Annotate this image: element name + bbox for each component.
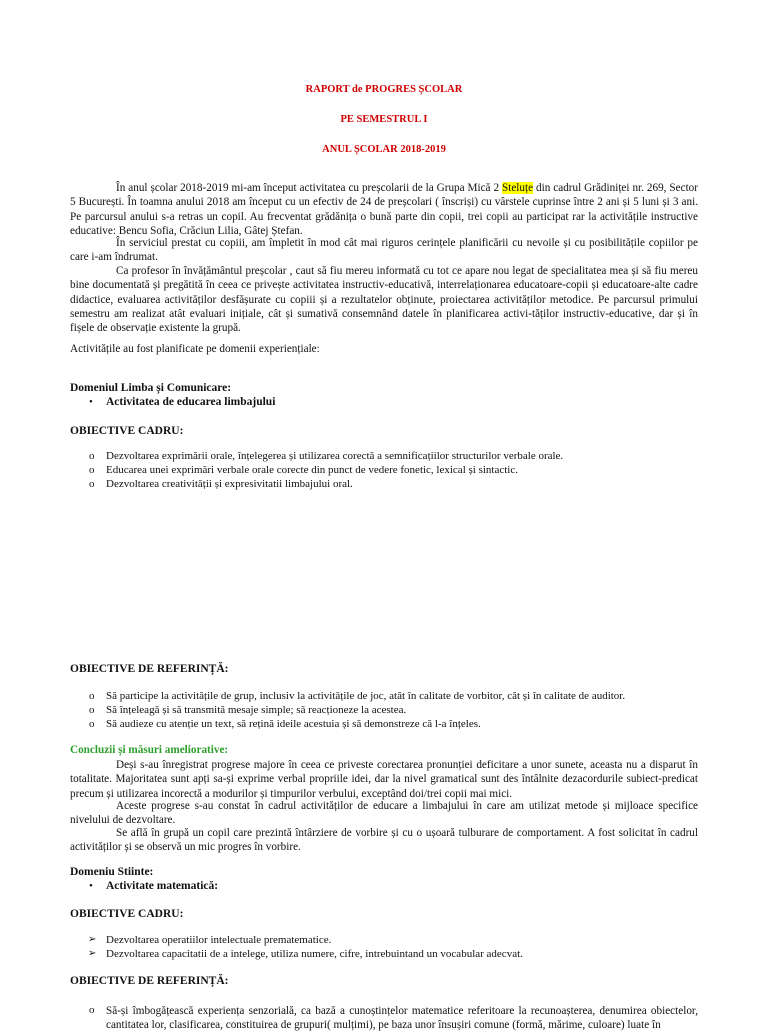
conclusions-paragraph-3: Se află în grupă un copil care prezintă întârziere de vorbire și cu o ușoară tulburare de comportament. A fost solicitat în cadrul activităților și se observă un mic progres în vorbire. [70, 827, 698, 854]
obj-cadru-heading-1: OBIECTIVE CADRU: [70, 425, 184, 437]
intro-paragraph-3: Ca profesor în învățământul preșcolar , caut să fiu mereu informată cu tot ce apare nou legat de specialitatea mea și să fiu mereu bine documentată și pregătită în ceea ce privește activitatea instructiv-educativă, interrelaționarea educatoare-copii și educatoare-alte cadre didactice, evaluarea activităților desfășurate cu copiii și a rezultatelor obținute, proiectarea activităților metodice. Pe parcursul primului semestru am realizat atât evaluari inițiale, cât și sumativă consemnând datele în planificarea activi-tăților instructiv-educative, dar și în fișele de observație existente la grupă. [70, 265, 698, 335]
report-title: RAPORT de PROGRES ȘCOLAR [305, 84, 463, 95]
bullet-dot: • [89, 396, 93, 408]
conclusions-heading: Concluzii și măsuri ameliorative: [70, 744, 229, 756]
highlighted-group-name: Steluțe [502, 182, 534, 194]
list-item: Să-și îmbogățească experiența senzorială, ca bază a cunoștințelor matematice referitoare la recunoașterea, denumirea obiectelor, cantitatea lor, clasificarea, constituirea de grupuri( mulțimi), pe baza unor însușiri comune (formă, mărime, culoare) luate în [106, 1005, 698, 1032]
intro-paragraph-1: În anul școlar 2018-2019 mi-am început activitatea cu preșcolarii de la Grupa Mică 2 Steluțe din cadrul Grădiniței nr. 269, Sector 5 București. În toamna anului 2018 am început cu un efectiv de 24 de preșcolari ( înscriși) cu vârstele cuprinse între 2 ani și 5 luni și 3 ani. Pe parcursul anului s-a retras un copil. Au frecventat grădănița o bună parte din copii, trei copii au participat rar la activitățile instructive educative: Bencu Sofia, Crăciun Lilia, Gâtej Ștefan. [70, 182, 698, 237]
activity-language: Activitatea de educarea limbajului [106, 396, 276, 408]
obj-ref-heading-1: OBIECTIVE DE REFERINȚĂ: [70, 663, 229, 675]
bullet-circle: o [89, 464, 95, 476]
domain-science-heading: Domeniu Stiinte: [70, 866, 154, 878]
domain-language-heading: Domeniul Limba și Comunicare: [70, 382, 232, 394]
list-item: Să participe la activitățile de grup, inclusiv la activitățile de joc, atât în calitate de vorbitor, cât și în calitate de auditor. [106, 690, 626, 702]
bullet-dot: • [89, 880, 93, 892]
list-item: Dezvoltarea capacitatii de a intelege, utiliza numere, cifre, intrebuintand un vocabular adecvat. [106, 948, 523, 960]
conclusions-paragraph-2: Aceste progrese s-au constat în cadrul activităților de educare a limbajului în care am utilizat metode și mijloace specifice nivelului de dezvoltare. [70, 800, 698, 827]
bullet-circle: o [89, 690, 95, 702]
list-item: Dezvoltarea creativității și expresivitatii limbajului oral. [106, 478, 353, 490]
list-item: Să înțeleagă și să transmită mesaje simple; să reacționeze la acestea. [106, 704, 407, 716]
obj-ref-heading-2: OBIECTIVE DE REFERINȚĂ: [70, 975, 229, 987]
list-item: Dezvoltarea operatiilor intelectuale prematematice. [106, 934, 332, 946]
bullet-circle: o [89, 718, 95, 730]
obj-cadru-heading-2: OBIECTIVE CADRU: [70, 908, 184, 920]
arrow-bullet-icon: ➢ [88, 934, 97, 945]
bullet-circle: o [89, 478, 95, 490]
activity-math: Activitate matematică: [106, 880, 219, 892]
bullet-circle: o [89, 704, 95, 716]
intro-paragraph-2: În serviciul prestat cu copiii, am împletit în mod cât mai riguros cerințele planificării cu nevoile și cu posibilitățile copiilor pe care i-am îndrumat. [70, 237, 698, 264]
school-year-title: ANUL ȘCOLAR 2018-2019 [322, 144, 446, 155]
semester-title: PE SEMESTRUL I [340, 114, 428, 125]
bullet-circle: o [89, 1004, 95, 1016]
list-item: Să audieze cu atenție un text, să rețină ideile acestuia și să demonstreze că l-a înțeles. [106, 718, 481, 730]
list-item: Educarea unei exprimări verbale orale corecte din punct de vedere fonetic, lexical și sintactic. [106, 464, 518, 476]
conclusions-paragraph-1: Deși s-au înregistrat progrese majore în ceea ce priveste corectarea pronunției deficitare a unor sunete, aceasta nu a disparut în totalitate. Majoritatea sunt apți sa-și exprime verbal propriile idei, dar la nivel gramatical sunt des întâlnite dezacordurile subiect-predicat precum și utilizarea incorectă a modurilor și timpurilor verbului, exceptând doi/trei copii mai mici. [70, 759, 698, 800]
list-item: Dezvoltarea exprimării orale, înțelegerea și utilizarea corectă a semnificațiilor structurilor verbale orale. [106, 450, 564, 462]
intro-paragraph-4: Activitățile au fost planificate pe domenii experiențiale: [70, 343, 320, 355]
bullet-circle: o [89, 450, 95, 462]
arrow-bullet-icon: ➢ [88, 948, 97, 959]
